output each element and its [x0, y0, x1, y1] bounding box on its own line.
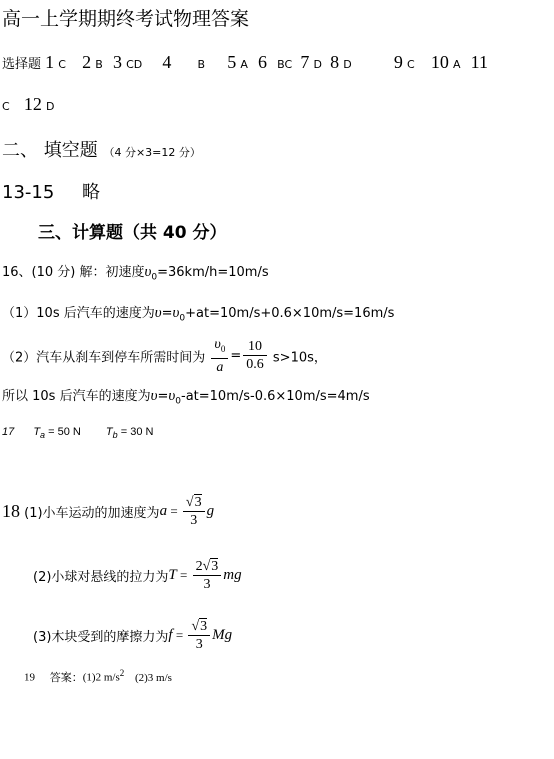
q16-part1: （1）10s 后汽车的速度为$\upsilon=\upsilon_0+at=10m/s+0.6\times 10m/s=16m/s$: [2, 305, 395, 324]
choice-ans: C: [2, 100, 10, 113]
choice-ans: D: [343, 58, 352, 71]
q19-answer-2: (2)3 m/s: [134, 671, 172, 684]
q16-intro-value: =36km/h=10m/s: [157, 265, 269, 280]
choice-num: 5: [227, 52, 237, 72]
q16-part3-equation: -at=10m/s-0.6×10m/s=4m/s: [181, 389, 370, 404]
q18-part3-text: (3)木块受到的摩擦力为: [33, 630, 169, 645]
fill-answer-line: [2, 178, 100, 204]
choice-answers-row2: [2, 94, 54, 115]
choice-ans: CD: [126, 58, 143, 71]
choice-num: 1: [45, 52, 55, 72]
q16-intro: 16、(10 分) 解：初速度$\upsilon_0=36km/h=10m/s$: [2, 264, 269, 283]
q16-part1-text: （1）10s 后汽车的速度为: [2, 306, 155, 321]
choice-label: 选择题: [2, 57, 42, 72]
choice-ans: B: [95, 58, 103, 71]
q18-part1: 18 (1)小车运动的加速度为a = $\frac{√3}{3}$ g: [2, 495, 215, 528]
section-fill-heading: [2, 136, 201, 162]
choice-num: 6: [258, 52, 268, 72]
fraction-10-over-06: $\frac{10}{0.6}$: [243, 338, 267, 373]
choice-ans: D: [45, 100, 55, 113]
fraction-2sqrt3-over-3: $\frac{2√3}{3}$: [193, 558, 222, 593]
choice-ans: C: [58, 58, 66, 71]
q19-answer: 19 答案：(1)2 $m/s^2$ (2)3 m/s: [24, 668, 172, 684]
q18-part3: (3)木块受到的摩擦力为f = $\frac{√3}{3}$ Mg: [33, 619, 233, 652]
choice-ans: A: [453, 58, 461, 71]
section-calc-heading: 三、计算题（共 40 分）: [38, 223, 227, 243]
choice-num: 3: [112, 52, 122, 72]
choice-answers-row1: [2, 52, 488, 73]
q16-part3: 所以 10s 后汽车的速度为$\upsilon=\upsilon_0-at=10m/s-0.6\times 10m/s=4m/s$: [2, 388, 370, 407]
choice-ans: B: [197, 58, 206, 71]
fraction-sqrt3-over-3: $\frac{√3}{3}$: [183, 494, 205, 529]
choice-num: 8: [330, 52, 340, 72]
q17-answer: 17 $T_a = 50$ N $T_b = 30$ N: [2, 426, 154, 441]
q18-part2: (2)小球对悬线的拉力为T = $\frac{2√3}{3}$ mg: [33, 559, 242, 592]
q19-num: 19: [24, 671, 35, 684]
q16-part2-text: （2）汽车从刹车到停车所需时间为: [2, 350, 206, 366]
q16-intro-text: 16、(10 分) 解：初速度: [2, 265, 145, 280]
choice-ans: C: [407, 58, 415, 71]
fraction-sqrt3-over-3: $\frac{√3}{3}$: [188, 618, 210, 653]
choice-num: 11: [470, 52, 489, 72]
choice-ans: BC: [277, 58, 293, 71]
q19-label: 答案：: [49, 670, 83, 684]
section-heading: 二、 填空题: [2, 140, 98, 161]
q18-part2-text: (2)小球对悬线的拉力为: [33, 570, 169, 585]
choice-ans: A: [240, 58, 248, 71]
q17-tb: = 30 N: [120, 426, 154, 438]
q16-part2-result: s>10s，: [272, 350, 327, 366]
fraction-v0-over-a: $\frac{\upsilon_0}{a}$: [211, 336, 228, 376]
q17-ta: = 50 N: [48, 426, 81, 438]
section-note: （4 分×3=12 分）: [103, 146, 201, 159]
q18-part1-text: (1)小车运动的加速度为: [24, 506, 160, 521]
fill-range: 13-15: [2, 182, 55, 203]
q16-part3-text: 所以 10s 后汽车的速度为: [2, 389, 151, 404]
choice-num: 2: [82, 52, 92, 72]
choice-num: 12: [23, 94, 42, 114]
fill-answer: 略: [82, 182, 101, 203]
choice-num: 9: [393, 52, 403, 72]
choice-num: 4: [162, 52, 172, 72]
q16-part1-equation: +at=10m/s+0.6×10m/s=16m/s: [185, 306, 395, 321]
choice-num: 10: [430, 52, 449, 72]
q16-part2: （2）汽车从刹车到停车所需时间为 $\frac{\upsilon_0}{a}$ = $\frac{10}{0.6}$ s>10s，: [2, 337, 327, 375]
page-title: 高一上学期期终考试物理答案: [2, 8, 250, 30]
choice-ans: D: [313, 58, 322, 71]
q18-num: 18: [2, 501, 20, 521]
choice-num: 7: [300, 52, 310, 72]
q19-answer-1: (1)2 m/s: [82, 671, 120, 684]
q17-num: 17: [2, 426, 15, 438]
